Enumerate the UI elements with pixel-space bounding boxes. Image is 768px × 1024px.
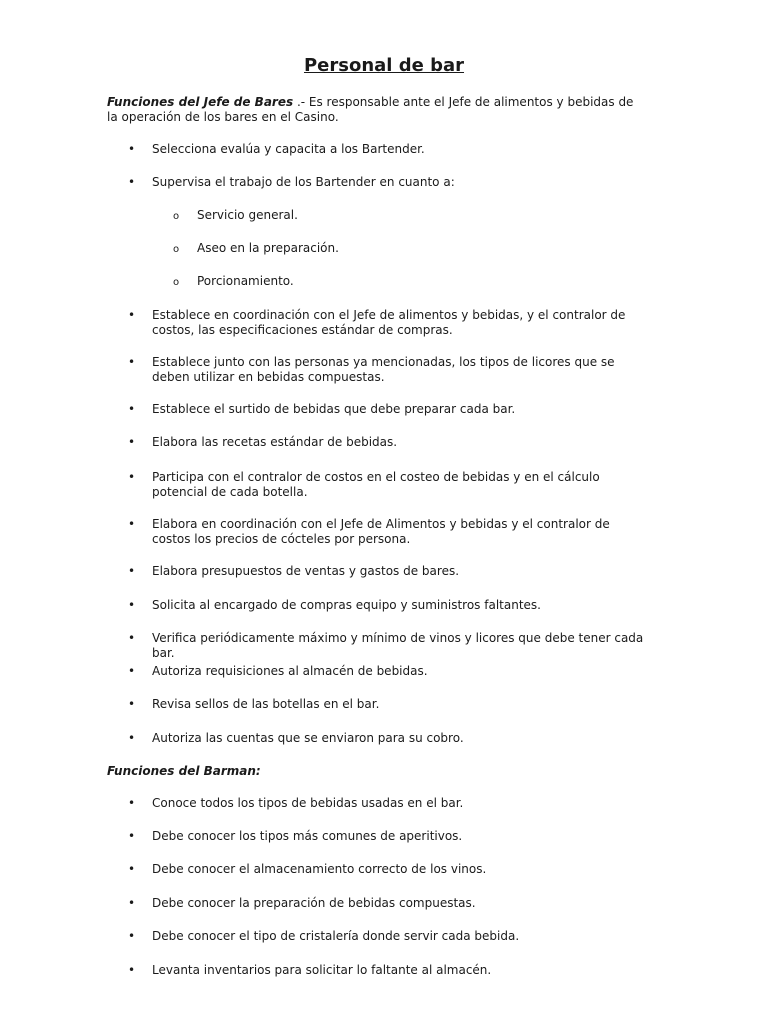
list-item-text: Verifica periódicamente máximo y mínimo de vinos y licores que debe tener cada bar.	[152, 631, 644, 660]
sub-list-item	[173, 241, 637, 256]
bullet-icon: •	[128, 470, 136, 484]
list-item	[128, 142, 652, 157]
list-item-text: Debe conocer el tipo de cristalería donde servir cada bebida.	[152, 929, 520, 943]
list-item	[128, 355, 652, 385]
list-item	[128, 929, 652, 944]
list-item-text: Levanta inventarios para solicitar lo faltante al almacén.	[152, 963, 492, 977]
list-item-text: Debe conocer los tipos más comunes de aperitivos.	[152, 829, 463, 843]
bullet-icon: •	[128, 896, 136, 910]
bullet-icon: •	[128, 435, 136, 449]
list-item-text: Revisa sellos de las botellas en el bar.	[152, 697, 380, 711]
circle-bullet-icon: o	[173, 244, 180, 255]
page-title: Personal de bar	[303, 55, 465, 76]
bullet-icon: •	[128, 142, 136, 156]
list-item	[128, 896, 652, 911]
list-item	[128, 598, 652, 613]
bullet-icon: •	[128, 862, 136, 876]
bullet-icon: •	[128, 929, 136, 943]
sub-list-item-text: Aseo en la preparación.	[197, 241, 339, 255]
list-item	[128, 697, 652, 712]
list-item	[128, 402, 652, 417]
sub-list-item	[173, 274, 637, 289]
list-item-text: Solicita al encargado de compras equipo y suministros faltantes.	[152, 598, 541, 612]
bullet-icon: •	[128, 598, 136, 612]
list-item-text: Establece junto con las personas ya mencionadas, los tipos de licores que se deben utilizar en bebidas compuestas.	[152, 355, 615, 384]
list-item-text: Participa con el contralor de costos en el costeo de bebidas y en el cálculo potencial de cada botella.	[152, 470, 600, 499]
bullet-icon: •	[128, 664, 136, 678]
list-item	[128, 829, 652, 844]
sub-list-item	[173, 208, 637, 223]
sub-list-item-text: Servicio general.	[197, 208, 298, 222]
list-item	[128, 963, 652, 978]
bullet-icon: •	[128, 175, 136, 189]
list-item-text: Autoriza las cuentas que se enviaron para su cobro.	[152, 731, 464, 745]
list-item-text: Conoce todos los tipos de bebidas usadas en el bar.	[152, 796, 464, 810]
list-item-text: Debe conocer el almacenamiento correcto de los vinos.	[152, 862, 487, 876]
list-item-text: Elabora en coordinación con el Jefe de Alimentos y bebidas y el contralor de costos los precios de cócteles por persona.	[152, 517, 610, 546]
list-item	[128, 796, 652, 811]
list-item	[128, 862, 652, 877]
bullet-icon: •	[128, 402, 136, 416]
list-item-text: Elabora presupuestos de ventas y gastos de bares.	[152, 564, 460, 578]
sub-list-item-text: Porcionamiento.	[197, 274, 294, 288]
bullet-icon: •	[128, 829, 136, 843]
bullet-icon: •	[128, 564, 136, 578]
bullet-icon: •	[128, 697, 136, 711]
circle-bullet-icon: o	[173, 211, 180, 222]
bullet-icon: •	[128, 796, 136, 810]
list-item	[128, 435, 652, 450]
intro-heading: Funciones del Jefe de Bares	[107, 95, 294, 109]
bullet-icon: •	[128, 963, 136, 977]
list-item-text: Elabora las recetas estándar de bebidas.	[152, 435, 398, 449]
list-item-text: Supervisa el trabajo de los Bartender en cuanto a:	[152, 175, 455, 189]
list-item-text: Establece en coordinación con el Jefe de alimentos y bebidas, y el contralor de costos, las especificaciones estándar de compras.	[152, 308, 626, 337]
list-item-text: Selecciona evalúa y capacita a los Bartender.	[152, 142, 425, 156]
list-item	[128, 631, 652, 661]
list-item	[128, 175, 652, 190]
bullet-icon: •	[128, 731, 136, 745]
bullet-icon: •	[128, 308, 136, 322]
intro-text: .- Es responsable ante el Jefe de alimentos y bebidas de la operación de los bares en el Casino.	[107, 95, 634, 124]
bullet-icon: •	[128, 631, 136, 645]
list-item	[128, 517, 652, 547]
list-item	[128, 731, 652, 746]
bullet-icon: •	[128, 517, 136, 531]
intro-paragraph	[107, 95, 647, 125]
list-item	[128, 564, 652, 579]
list-item-text: Establece el surtido de bebidas que debe preparar cada bar.	[152, 402, 516, 416]
bullet-icon: •	[128, 355, 136, 369]
list-item	[128, 664, 652, 679]
list-item	[128, 470, 652, 500]
barman-section-heading: Funciones del Barman:	[107, 764, 261, 778]
list-item	[128, 308, 652, 338]
list-item-text: Autoriza requisiciones al almacén de bebidas.	[152, 664, 428, 678]
list-item-text: Debe conocer la preparación de bebidas compuestas.	[152, 896, 476, 910]
circle-bullet-icon: o	[173, 277, 180, 288]
